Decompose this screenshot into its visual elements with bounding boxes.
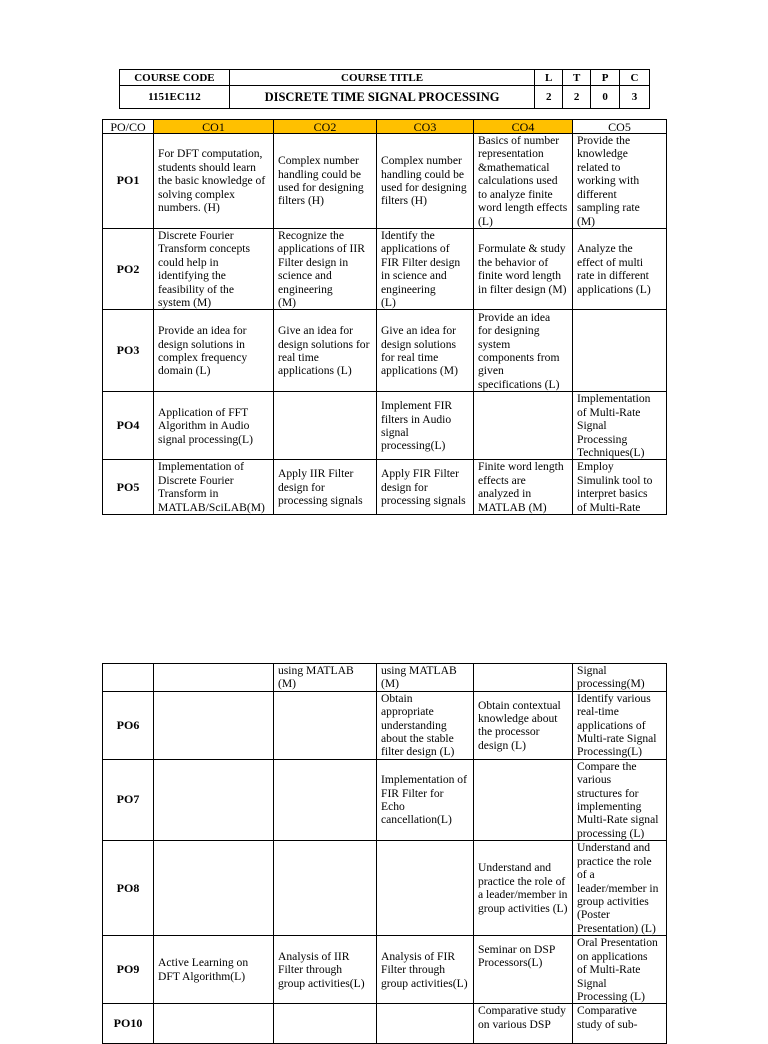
mapping-cell: Active Learning on DFT Algorithm(L) [154,936,274,1004]
lecture-header: L [535,70,563,86]
mapping-cell: Obtain appropriate understanding about the stable filter design (L) [377,691,474,759]
po-label: PO7 [103,759,154,840]
mapping-cell: Discrete Fourier Transform concepts could help in identifying the feasibility of the system (M) [154,229,274,310]
course-code-header: COURSE CODE [120,70,230,86]
mapping-cell: using MATLAB (M) [274,664,377,692]
po-label: PO2 [103,229,154,310]
mapping-cell: Complex number handling could be used for designing filters (H) [377,134,474,229]
table-row-po9 [103,936,667,1004]
po-label: PO1 [103,134,154,229]
course-info-table [119,69,650,109]
mapping-cell: Implementation of FIR Filter for Echo cancellation(L) [377,759,474,840]
po-label: PO9 [103,936,154,1004]
mapping-cell: Provide an idea for designing system components from given specifications (L) [474,310,573,392]
mapping-cell [573,310,667,392]
course-title-value: DISCRETE TIME SIGNAL PROCESSING [229,86,534,109]
mapping-cell: Seminar on DSP Processors(L) [474,936,573,1004]
mapping-cell: Employ Simulink tool to interpret basics of Multi-Rate [573,460,667,515]
mapping-cell: Apply IIR Filter design for processing signals [274,460,377,515]
mapping-cell: Finite word length effects are analyzed in MATLAB (M) [474,460,573,515]
mapping-cell: Understand and practice the role of a leader/member in group activities (L) [474,841,573,936]
table-row-po6 [103,691,667,759]
mapping-cell: Implement FIR filters in Audio signal processing(L) [377,392,474,460]
po-label: PO6 [103,691,154,759]
table-row-po4 [103,392,667,460]
course-code-value: 1151EC112 [120,86,230,109]
mapping-cell: Comparative study on various DSP [474,1004,573,1044]
co5-header: CO5 [573,120,667,134]
lecture-value: 2 [535,86,563,109]
mapping-cell: Application of FFT Algorithm in Audio signal processing(L) [154,392,274,460]
mapping-cell [274,392,377,460]
practical-value: 0 [591,86,620,109]
table-row-po1 [103,134,667,229]
po-co-mapping-table-continued [102,663,667,1044]
tutorial-header: T [563,70,591,86]
mapping-cell: using MATLAB (M) [377,664,474,692]
table-row-continuation [103,664,667,692]
mapping-cell: Compare the various structures for implementing Multi-Rate signal processing (L) [573,759,667,840]
table-row-po8 [103,841,667,936]
mapping-cell: Obtain contextual knowledge about the processor design (L) [474,691,573,759]
table-row-po5 [103,460,667,515]
mapping-cell: Apply FIR Filter design for processing signals [377,460,474,515]
po-label: PO8 [103,841,154,936]
mapping-cell [154,691,274,759]
mapping-cell: Provide an idea for design solutions in complex frequency domain (L) [154,310,274,392]
co3-header: CO3 [377,120,474,134]
mapping-cell: Analysis of FIR Filter through group activities(L) [377,936,474,1004]
po-label: PO5 [103,460,154,515]
po-label: PO3 [103,310,154,392]
po-label [103,664,154,692]
mapping-cell: Complex number handling could be used for designing filters (H) [274,134,377,229]
po-co-mapping-table [102,119,667,515]
tutorial-value: 2 [563,86,591,109]
table-row-po3 [103,310,667,392]
po-label: PO4 [103,392,154,460]
mapping-cell: Implementation of Discrete Fourier Transform in MATLAB/SciLAB(M) [154,460,274,515]
mapping-cell: Identify various real-time applications of Multi-rate Signal Processing(L) [573,691,667,759]
mapping-cell [274,759,377,840]
credits-header: C [620,70,650,86]
mapping-cell: Identify the applications of FIR Filter design in science and engineering (L) [377,229,474,310]
mapping-cell: Analysis of IIR Filter through group activities(L) [274,936,377,1004]
mapping-cell: Implementation of Multi-Rate Signal Processing Techniques(L) [573,392,667,460]
course-title-header: COURSE TITLE [229,70,534,86]
table-row-po2 [103,229,667,310]
table-row-po7 [103,759,667,840]
mapping-cell: Analyze the effect of multi rate in different applications (L) [573,229,667,310]
mapping-cell: Recognize the applications of IIR Filter design in science and engineering (M) [274,229,377,310]
mapping-cell [154,664,274,692]
mapping-cell [474,392,573,460]
mapping-cell: Give an idea for design solutions for real time applications (L) [274,310,377,392]
mapping-cell: For DFT computation, students should learn the basic knowledge of solving complex numbers. (H) [154,134,274,229]
mapping-cell [274,691,377,759]
mapping-cell: Formulate & study the behavior of finite word length in filter design (M) [474,229,573,310]
mapping-cell: Oral Presentation on applications of Multi-Rate Signal Processing (L) [573,936,667,1004]
mapping-cell: Comparative study of sub- [573,1004,667,1044]
mapping-cell [474,759,573,840]
credits-value: 3 [620,86,650,109]
mapping-cell: Give an idea for design solutions for real time applications (M) [377,310,474,392]
co2-header: CO2 [274,120,377,134]
mapping-cell: Signal processing(M) [573,664,667,692]
mapping-cell [154,841,274,936]
co4-header: CO4 [474,120,573,134]
mapping-cell [474,664,573,692]
po-label: PO10 [103,1004,154,1044]
mapping-cell [274,841,377,936]
po-co-corner-header: PO/CO [103,120,154,134]
co1-header: CO1 [154,120,274,134]
mapping-cell: Basics of number representation &mathematical calculations used to analyze finite word length effects (L) [474,134,573,229]
mapping-cell [377,841,474,936]
mapping-cell: Provide the knowledge related to working with different sampling rate (M) [573,134,667,229]
practical-header: P [591,70,620,86]
mapping-cell: Understand and practice the role of a leader/member in group activities (Poster Presentation) (L) [573,841,667,936]
mapping-cell [154,759,274,840]
